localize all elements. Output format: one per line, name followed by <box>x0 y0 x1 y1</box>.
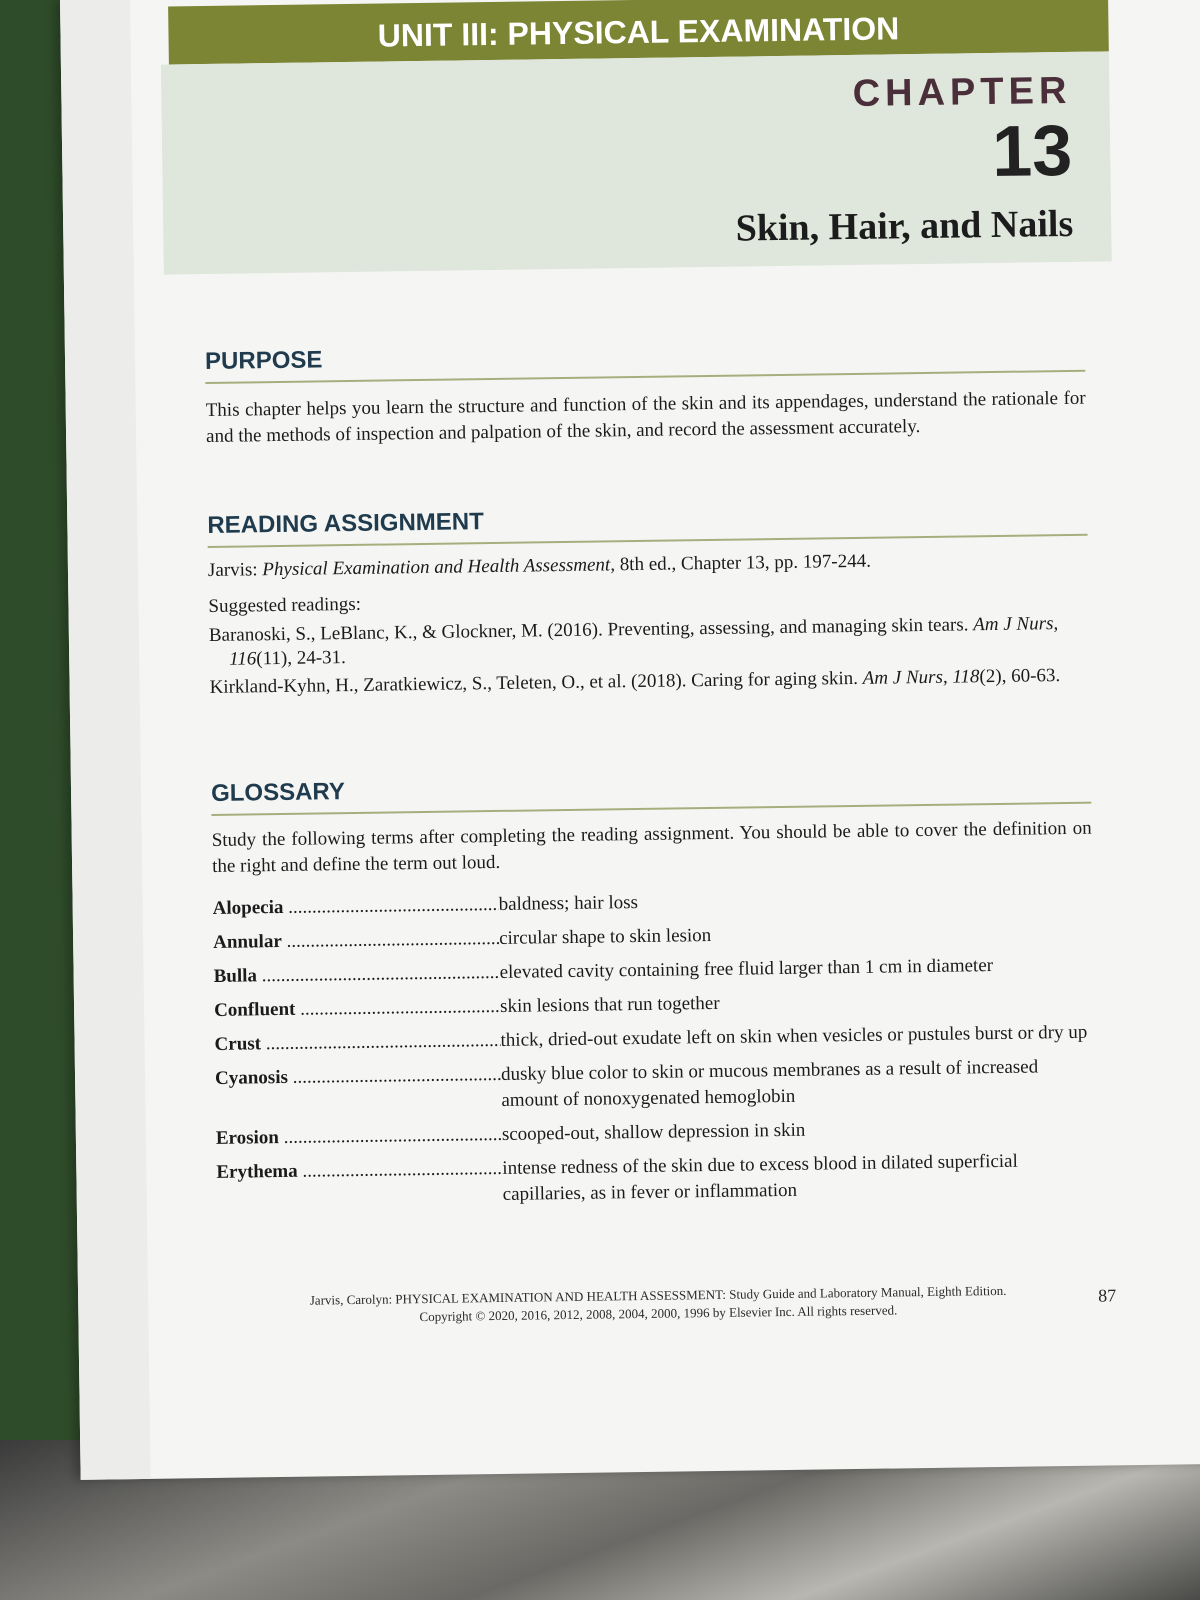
chapter-label: CHAPTER <box>852 69 1072 115</box>
glossary-definition: scooped-out, shallow depression in skin <box>501 1119 806 1145</box>
main-reading: Jarvis: Physical Examination and Health Assessment, 8th ed., Chapter 13, pp. 197-244. <box>207 550 872 581</box>
glossary-term: Cyanosis ..... <box>215 1062 502 1118</box>
glossary-term: Alopecia ..... <box>213 892 499 922</box>
glossary-definition: elevated cavity containing free fluid larger than 1 cm in diameter <box>499 955 994 983</box>
reference-item: Kirkland-Kyhn, H., Zaratkiewicz, S., Teleten, O., et al. (2018). Caring for aging skin. Am J Nurs, 118(2), 60-63. <box>209 665 1061 698</box>
glossary-row <box>214 1020 1094 1058</box>
textbook-title: Physical Examination and Health Assessment, <box>262 554 616 581</box>
glossary-term: Crust ..... <box>214 1028 500 1058</box>
glossary-row <box>213 952 1093 990</box>
purpose-section <box>205 336 1086 450</box>
glossary-term: Confluent ..... <box>214 994 500 1024</box>
chapter-title: Skin, Hair, and Nails <box>735 202 1074 250</box>
footer-copyright: Copyright © 2020, 2016, 2012, 2008, 2004, 2000, 1996 by Elsevier Inc. All rights reserved. <box>419 1302 898 1325</box>
chapter-number: 13 <box>991 110 1073 192</box>
page-footer <box>298 1282 1018 1328</box>
glossary-row <box>216 1114 1096 1152</box>
footer-citation: Jarvis, Carolyn: PHYSICAL EXAMINATION AND HEALTH ASSESSMENT: Study Guide and Laboratory Manual, Eighth Edition. <box>309 1282 1007 1308</box>
reading-heading: READING ASSIGNMENT <box>207 500 1087 548</box>
glossary-term: Bulla ..... <box>213 960 499 990</box>
reading-section <box>207 500 1090 700</box>
purpose-heading: PURPOSE <box>205 336 1085 384</box>
glossary-definition: intense redness of the skin due to excess blood in dilated superficial capillaries, as in fever or inflammation <box>502 1150 1018 1205</box>
glossary-heading: GLOSSARY <box>211 768 1091 816</box>
glossary-row <box>214 986 1094 1024</box>
glossary-section <box>211 768 1097 1212</box>
glossary-intro: Study the following terms after completing the reading assignment. You should be able to cover the definition on the right and define the term out loud. <box>211 817 1092 877</box>
purpose-text: This chapter helps you learn the structure and function of the skin and its appendages, understand the rationale for and the methods of inspection and palpation of the skin, and record the assessment accurately. <box>205 387 1086 448</box>
facing-page-edge <box>60 0 151 1480</box>
book-page <box>60 0 1200 1480</box>
glossary-row <box>213 884 1093 922</box>
glossary-definition: skin lesions that run together <box>499 992 720 1017</box>
glossary-term: Erosion ..... <box>216 1122 502 1152</box>
glossary-definition: dusky blue color to skin or mucous membranes as a result of increased amount of nonoxygenated hemoglobin <box>500 1056 1039 1111</box>
unit-banner: UNIT III: PHYSICAL EXAMINATION <box>168 0 1109 64</box>
chapter-header <box>161 51 1112 274</box>
glossary-row <box>215 1054 1096 1118</box>
glossary-row <box>216 1148 1097 1212</box>
reference-item: Baranoski, S., LeBlanc, K., & Glockner, M. (2016). Preventing, assessing, and managing skin tears. Am J Nurs, 116(11), 24-31. <box>208 613 1059 670</box>
glossary-definition: baldness; hair loss <box>498 892 639 915</box>
page-number: 87 <box>1098 1285 1117 1306</box>
glossary-definition: thick, dried-out exudate left on skin when vesicles or pustules burst or dry up <box>500 1021 1088 1051</box>
suggested-label: Suggested readings: <box>208 593 362 617</box>
glossary-term: Annular ..... <box>213 926 499 956</box>
glossary-definition: circular shape to skin lesion <box>498 924 712 949</box>
glossary-term: Erythema ..... <box>216 1156 503 1212</box>
glossary-row <box>213 918 1093 956</box>
